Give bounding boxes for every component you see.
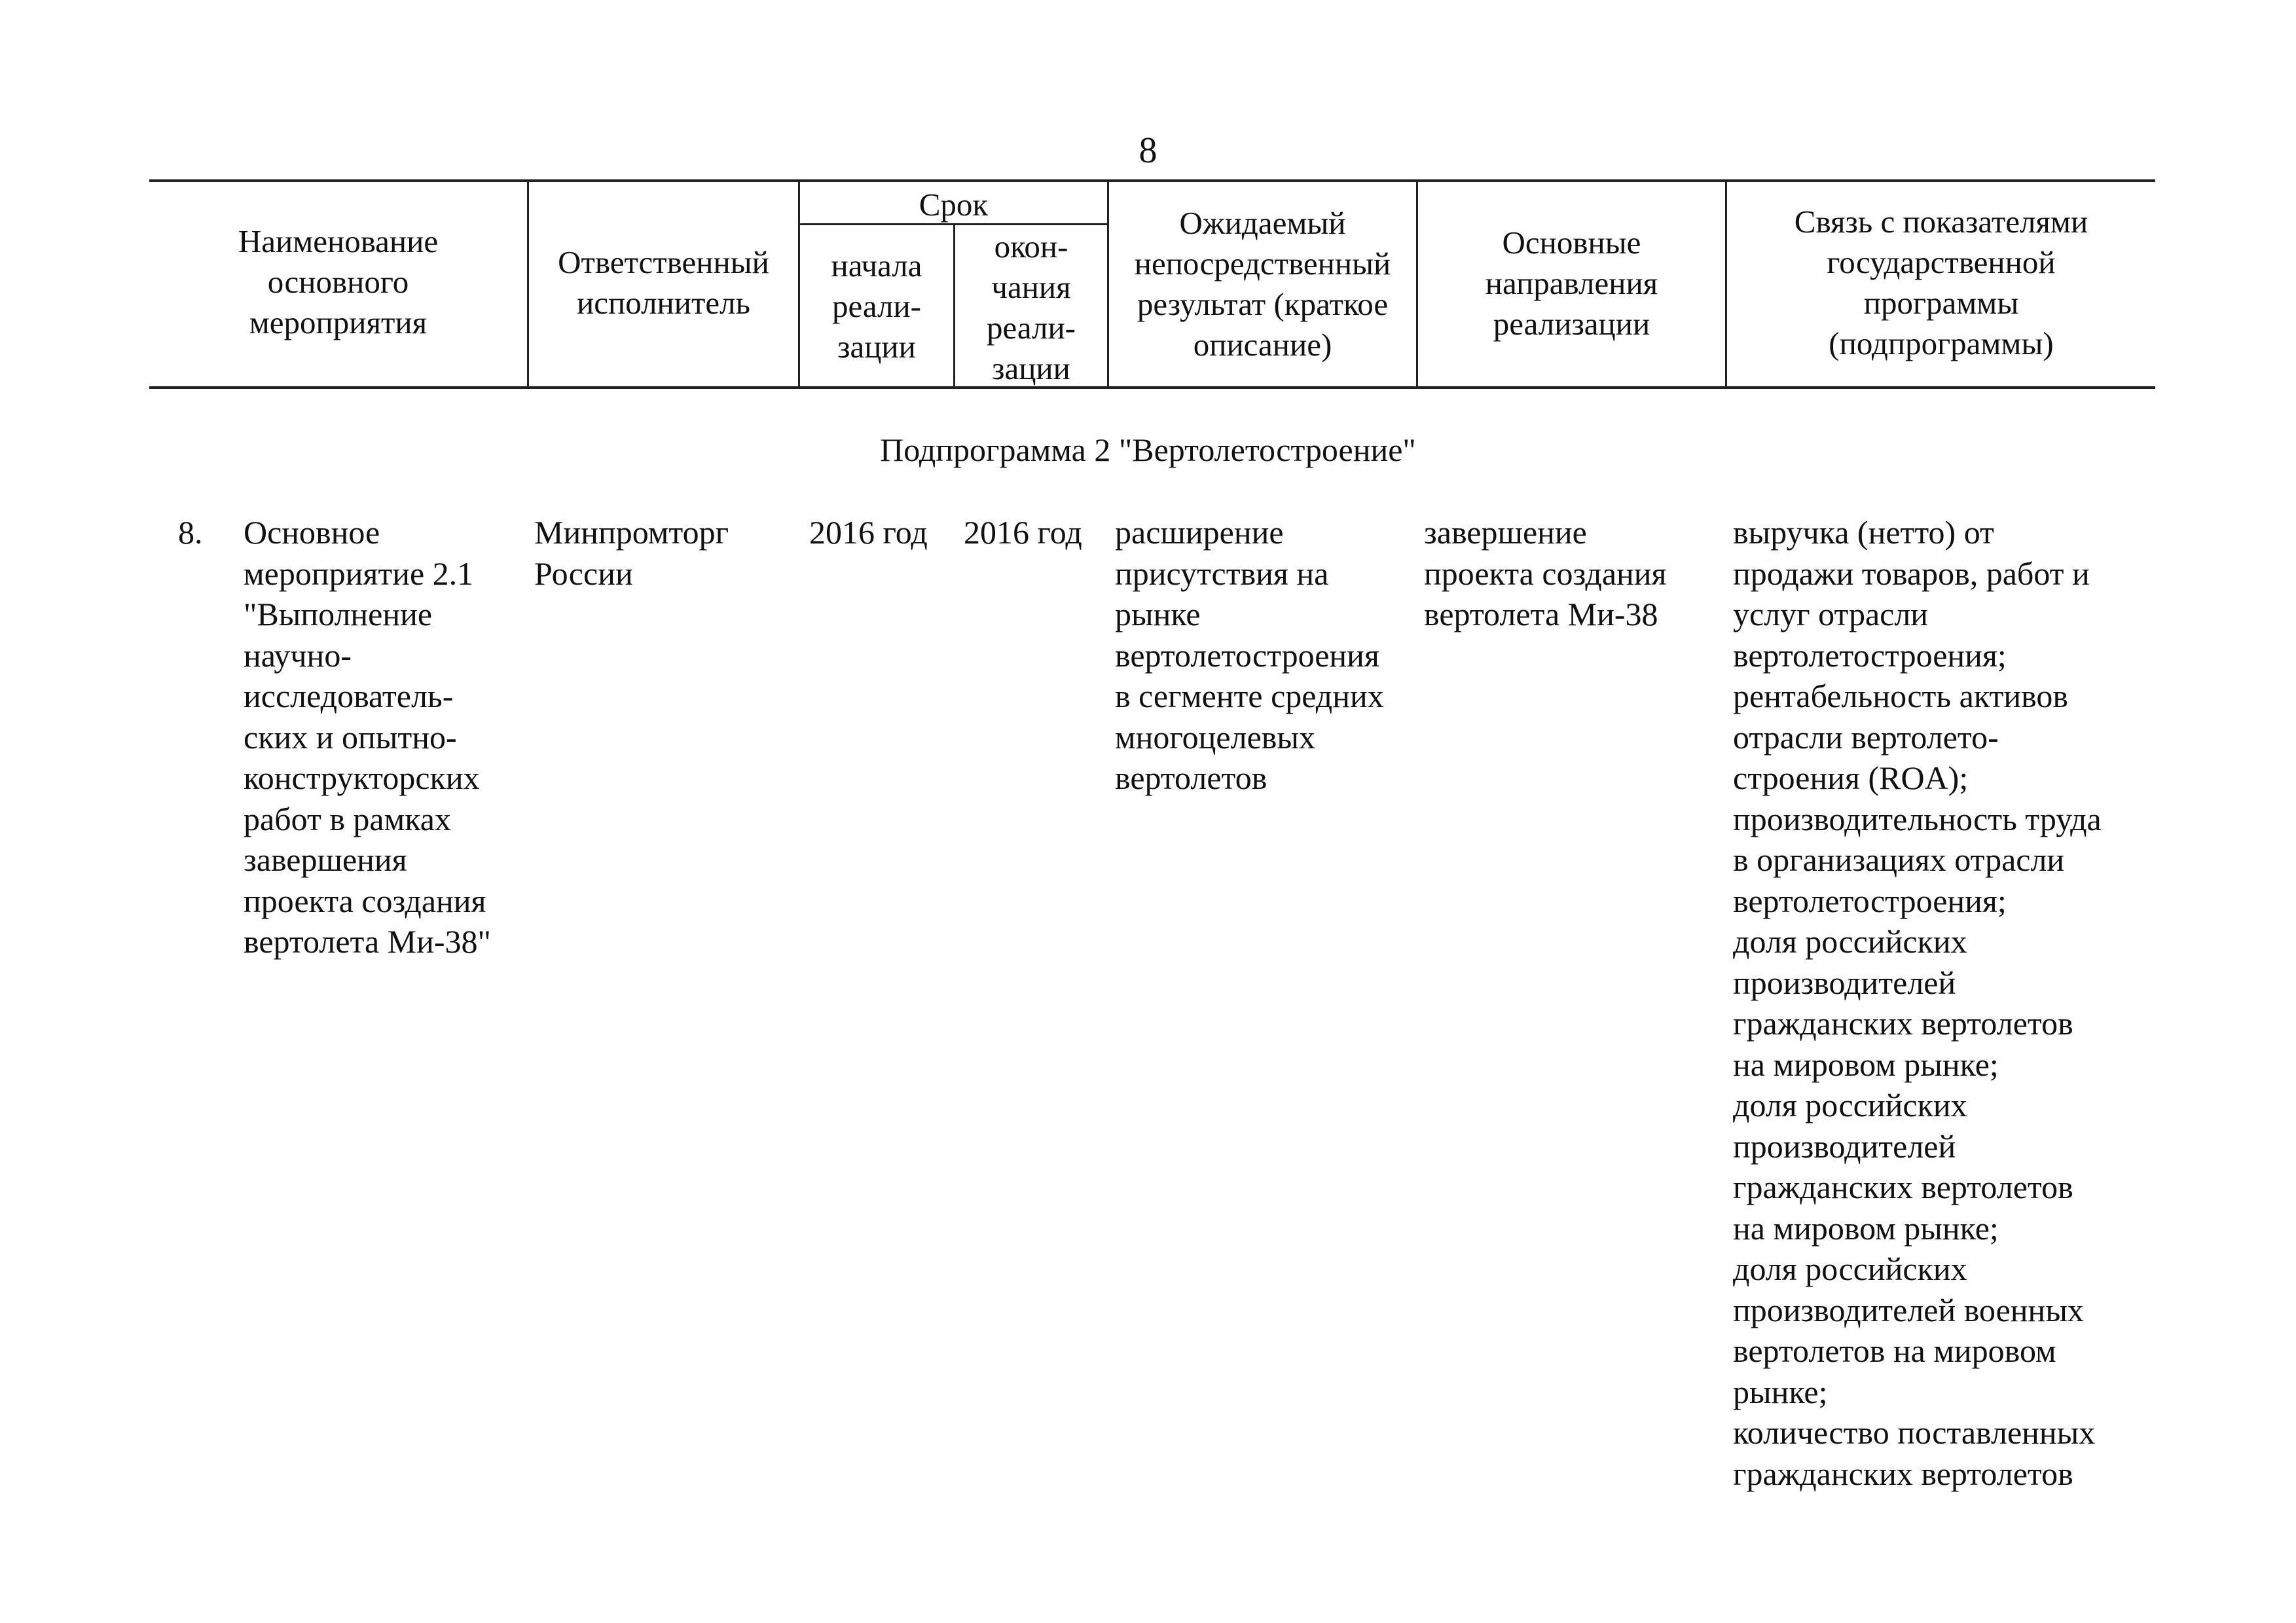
header-bottom-rule	[149, 386, 2155, 389]
subprogram-title: Подпрограмма 2 "Вертолетостроение"	[880, 431, 1416, 468]
header-col-term: Срок	[919, 187, 989, 223]
header-col-end: окон- чания реали- зации	[986, 228, 1076, 386]
header-col-name: Наименование основного мероприятия	[238, 223, 439, 340]
header-top-rule	[149, 179, 2155, 182]
row-executor: Минпромторг России	[534, 514, 729, 592]
row-program-indicators: выручка (нетто) от продажи товаров, работ и услуг отрасли вертолетостроения; рентабельность активов отрасли вертолето- строения (ROA); производительность труда в организациях отрасли вертолетостроения; доля российских производителей гражданских вертолетов на мировом рынке; доля российских производителей гражданских вертолетов на мировом рынке; доля российских производителей военных вертолетов на мировом рынке; количество поставленных гражданских вертолетов	[1733, 514, 2102, 1492]
row-directions: завершение проекта создания вертолета Ми-38	[1424, 514, 1667, 632]
row-activity-name: Основное мероприятие 2.1 "Выполнение научно- исследователь- ских и опытно- конструкторских работ в рамках завершения проекта создания вертолета Ми-38"	[244, 514, 491, 960]
header-col-result: Ожидаемый непосредственный результат (краткое описание)	[1134, 205, 1391, 363]
header-col-start: начала реали- зации	[831, 247, 922, 365]
row-expected-result: расширение присутствия на рынке вертолетостроения в сегменте средних многоцелевых вертолетов	[1115, 514, 1384, 796]
page-number: 8	[1139, 130, 1157, 171]
row-end-year: 2016 год	[964, 514, 1082, 551]
header-col-executor: Ответственный исполнитель	[558, 244, 769, 321]
header-col-link: Связь с показателями государственной программы (подпрограммы)	[1794, 204, 2088, 361]
row-number: 8.	[178, 514, 203, 551]
row-start-year: 2016 год	[809, 514, 928, 551]
header-col-directions: Основные направления реализации	[1485, 225, 1658, 342]
